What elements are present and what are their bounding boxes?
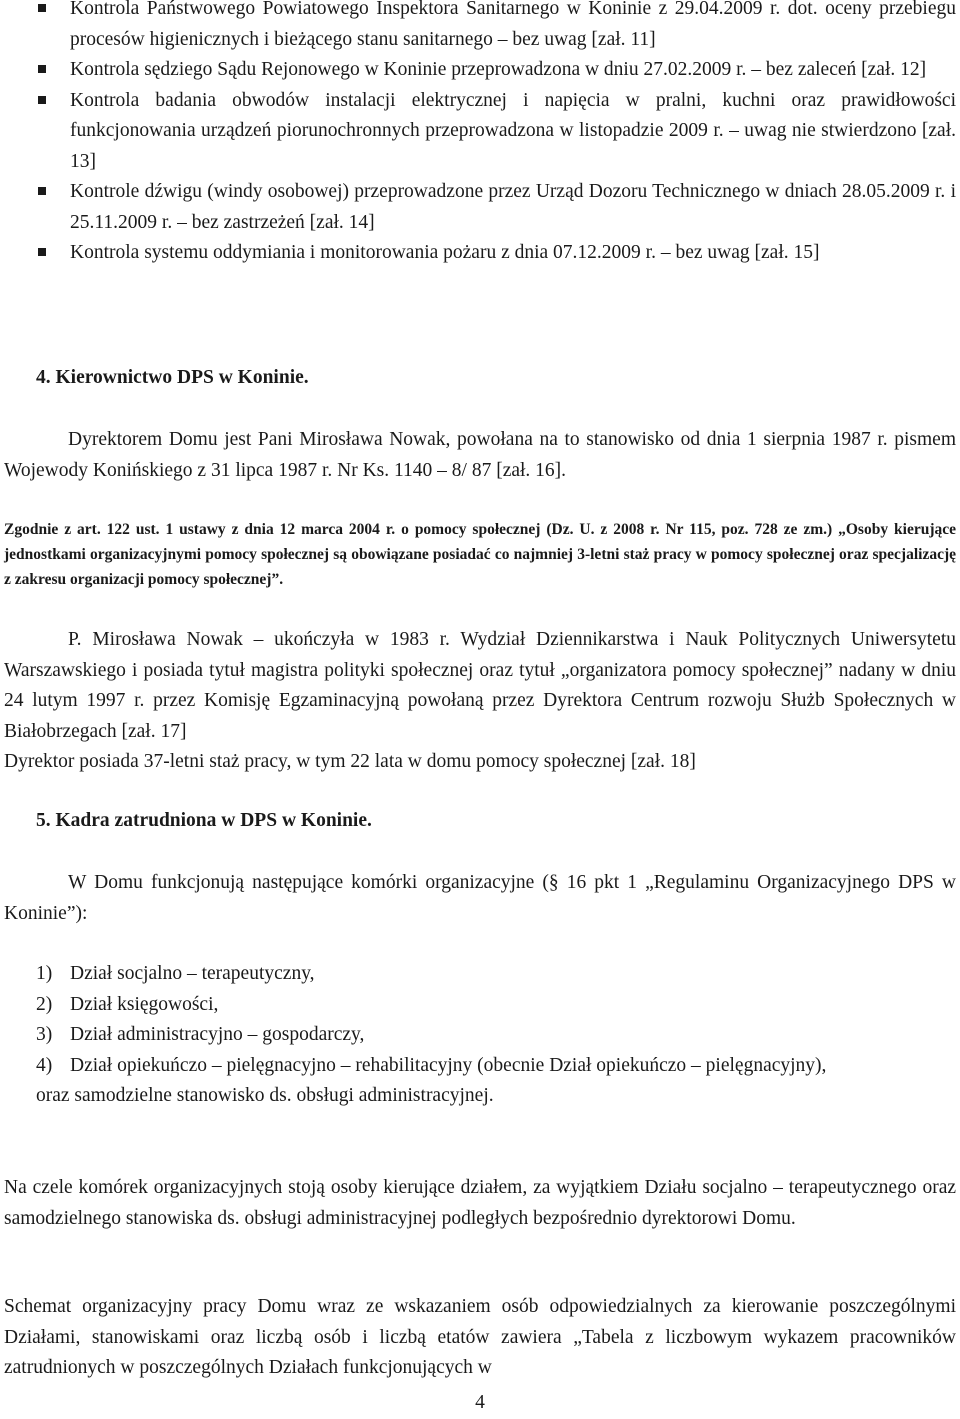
list-number: 2) xyxy=(36,993,53,1015)
bullet-item xyxy=(4,55,956,86)
square-bullet-icon xyxy=(38,248,46,256)
section-5-heading xyxy=(36,806,936,837)
heads-paragraph: Na czele komórek organizacyjnych stoją osoby kierujące działem, za wyjątkiem Działu socjalno – terapeutycznego oraz samodzielnego stanowiska ds. obsługi administracyjnej podległych bezpośrednio dyrektorowi Domu. xyxy=(4,1177,956,1229)
list-text: Dział księgowości, xyxy=(70,993,219,1015)
list-number: 1) xyxy=(36,963,53,984)
bullet-text: Kontrola systemu oddymiania i monitorowania pożaru z dnia 07.12.2009 r. – bez uwag [zał. 15] xyxy=(70,242,820,263)
legal-note: Zgodnie z art. 122 ust. 1 ustawy z dnia 12 marca 2004 r. o pomocy społecznej (Dz. U. z 2008 r. Nr 115, poz. 728 ze zm.) „Osoby kierujące jednostkami organizacyjnymi pomocy społecznej są obowiązane posiadać co najmniej 3-letni staż pracy w pomocy społecznej oraz specjalizację z zakresu organizacji pomocy społecznej”. xyxy=(4,521,956,588)
units-list xyxy=(4,959,956,1112)
page-number: 4 xyxy=(475,1392,485,1413)
section-4-title: Kierownictwo DPS w Koninie. xyxy=(55,367,309,388)
list-item xyxy=(4,1051,956,1082)
director-education: P. Mirosława Nowak – ukończyła w 1983 r. Wydział Dziennikarstwa i Nauk Politycznych Uniwersytetu Warszawskiego i posiada tytuł magistra polityki społecznej oraz tytuł „organizatora pomocy społecznej” nadany w dniu 24 lutym 1997 r. przez Komisję Egzaminacyjną powołaną przez Dyrektora Centrum rozwoju Służb Społecznych w Białobrzegach [zał. 17] xyxy=(4,629,956,742)
bullet-item xyxy=(4,238,956,269)
section-5-title: Kadra zatrudniona w DPS w Koninie. xyxy=(55,810,372,831)
bullet-item xyxy=(4,0,956,55)
bullet-text: Kontrola badania obwodów instalacji elektrycznej i napięcia w pralni, kuchni oraz prawidłowości funkcjonowania urządzeń piorunochronnych przeprowadzona w listopadzie 2009 r. – uwag nie stwierdzono [zał. 13] xyxy=(70,89,956,172)
director-experience: Dyrektor posiada 37-letni staż pracy, w tym 22 lata w domu pomocy społecznej [zał. 18] xyxy=(4,751,696,772)
list-item xyxy=(4,1020,956,1051)
list-number: 3) xyxy=(36,1024,53,1045)
list-item xyxy=(4,990,956,1021)
bullet-item xyxy=(4,86,956,178)
square-bullet-icon xyxy=(38,96,46,104)
list-number: 4) xyxy=(36,1054,53,1076)
units-intro: W Domu funkcjonują następujące komórki organizacyjne (§ 16 pkt 1 „Regulaminu Organizacyjnego DPS w Koninie”): xyxy=(4,872,956,924)
square-bullet-icon xyxy=(38,4,46,12)
bullet-text: Kontrola Państwowego Powiatowego Inspektora Sanitarnego w Koninie z 29.04.2009 r. dot. oceny przebiegu procesów higienicznych i bieżącego stanu sanitarnego – bez uwag [zał. 11] xyxy=(70,0,956,50)
list-text: Dział opiekuńczo – pielęgnacyjno – rehabilitacyjny (obecnie Dział opiekuńczo – pielęgnacyjny), xyxy=(70,1054,827,1076)
bullet-text: Kontrola sędziego Sądu Rejonowego w Koninie przeprowadzona w dniu 27.02.2009 r. – bez zaleceń [zał. 12] xyxy=(70,59,927,80)
list-text: Dział socjalno – terapeutyczny, xyxy=(70,963,315,984)
units-note: oraz samodzielne stanowisko ds. obsługi administracyjnej. xyxy=(36,1085,494,1106)
bullet-text: Kontrole dźwigu (windy osobowej) przeprowadzone przez Urząd Dozoru Technicznego w dniach 28.05.2009 r. i 25.11.2009 r. – bez zastrzeżeń [zał. 14] xyxy=(70,181,956,233)
schema-paragraph: Schemat organizacyjny pracy Domu wraz ze wskazaniem osób odpowiedzialnych za kierowanie poszczególnymi Działami, stanowiskami oraz liczbą osób i liczbą etatów zawiera „Tabela z liczbowym wykazem pracowników zatrudnionych w poszczególnych Działach funkcjonujących w xyxy=(4,1296,956,1378)
section-4-number: 4. xyxy=(36,367,51,388)
list-item xyxy=(4,959,956,990)
bullet-item xyxy=(4,177,956,238)
director-paragraph: Dyrektorem Domu jest Pani Mirosława Nowak, powołana na to stanowisko od dnia 1 sierpnia 1987 r. pismem Wojewody Konińskiego z 31 lipca 1987 r. Nr Ks. 1140 – 8/ 87 [zał. 16]. xyxy=(4,429,956,481)
list-text: Dział administracyjno – gospodarczy, xyxy=(70,1024,365,1045)
square-bullet-icon xyxy=(38,65,46,73)
square-bullet-icon xyxy=(38,187,46,195)
section-5-number: 5. xyxy=(36,810,51,831)
inspection-bullet-list xyxy=(4,0,956,269)
section-4-heading xyxy=(36,363,936,394)
